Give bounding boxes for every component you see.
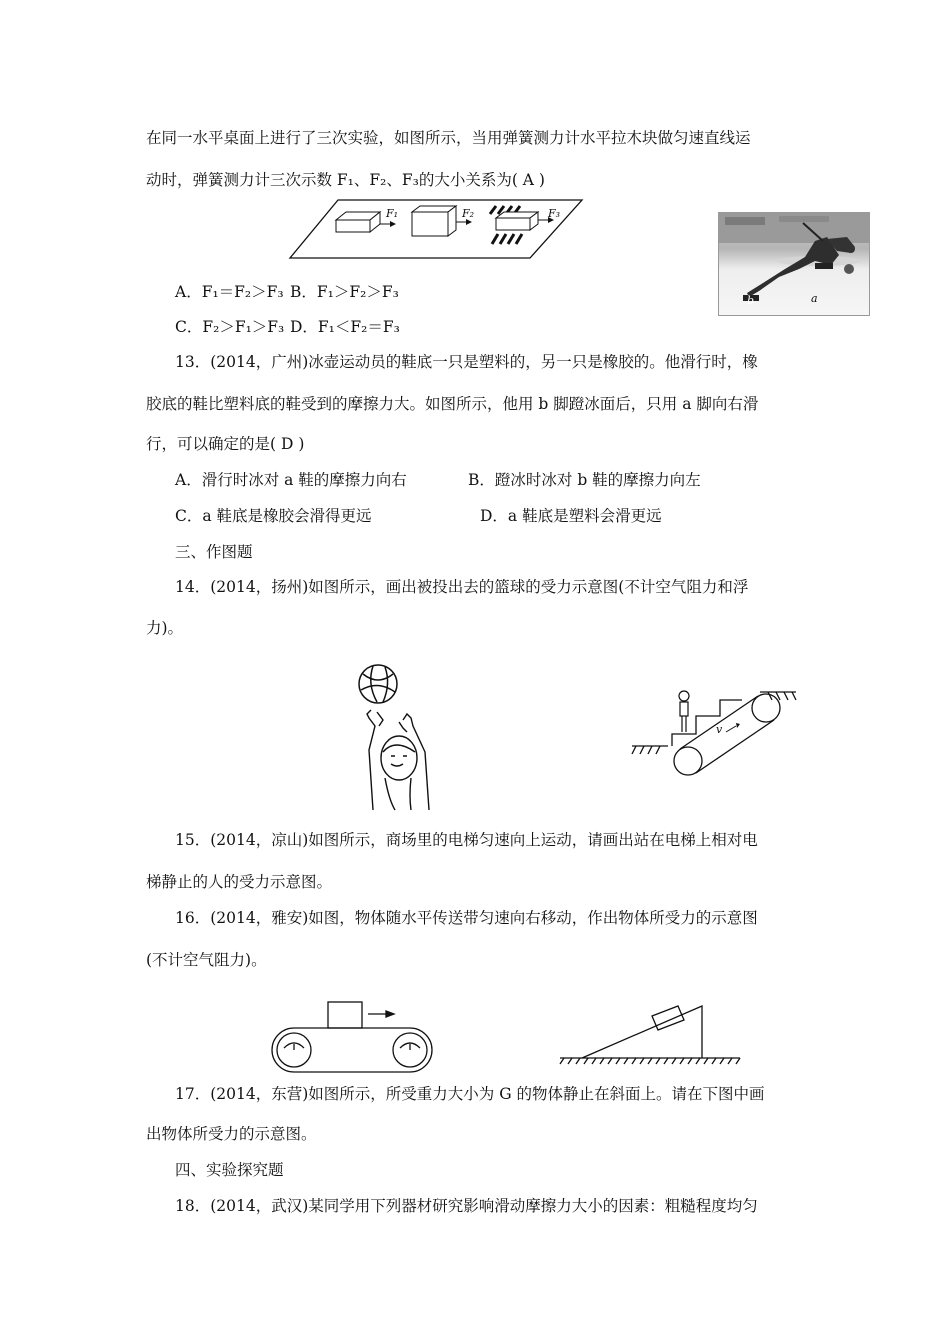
q15-line2: 梯静止的人的受力示意图。	[146, 873, 333, 891]
block-3	[490, 206, 554, 244]
incline-figure	[560, 1000, 740, 1066]
curling-photo	[718, 212, 870, 316]
conveyor-belt-figure	[270, 1000, 436, 1076]
q13-option-b: B．蹬冰时冰对 b 鞋的摩擦力向左	[468, 471, 701, 489]
q18-line1: 18．(2014，武汉)某同学用下列器材研究影响滑动摩擦力大小的因素：粗糙程度均匀	[175, 1197, 758, 1215]
escalator-figure	[632, 686, 796, 778]
q12-option-c: C．F₂＞F₁＞F₃	[175, 318, 285, 336]
q16-line2: (不计空气阻力)。	[146, 951, 267, 969]
q12-option-d: D．F₁＜F₂＝F₃	[290, 318, 400, 336]
q13-option-c: C．a 鞋底是橡胶会滑得更远	[175, 507, 372, 525]
q12-option-b: B．F₁＞F₂＞F₃	[290, 283, 399, 301]
q13-option-a: A．滑行时冰对 a 鞋的摩擦力向右	[175, 471, 407, 489]
q12-table-figure	[290, 198, 590, 262]
q13-line1: 13．(2014，广州)冰壶运动员的鞋底一只是塑料的，另一只是橡胶的。他滑行时，橡	[175, 353, 758, 371]
q12-line2: 动时，弹簧测力计三次示数 F₁、F₂、F₃的大小关系为( A )	[146, 171, 545, 189]
q15-line1: 15．(2014，凉山)如图所示，商场里的电梯匀速向上运动，请画出站在电梯上相对电	[175, 831, 758, 849]
person	[679, 691, 689, 732]
q16-line1: 16．(2014，雅安)如图，物体随水平传送带匀速向右移动，作出物体所受力的示意图	[175, 909, 758, 927]
q13-option-d: D．a 鞋底是塑料会滑更远	[480, 507, 662, 525]
label-f2: F₂	[462, 207, 475, 220]
label-f1: F₁	[386, 207, 399, 220]
q17-line1: 17．(2014，东营)如图所示，所受重力大小为 G 的物体静止在斜面上。请在下图中画	[175, 1085, 765, 1103]
q14-line1: 14．(2014，扬州)如图所示，画出被投出去的篮球的受力示意图(不计空气阻力和浮	[175, 578, 749, 596]
player	[367, 710, 429, 810]
q17-line2: 出物体所受力的示意图。	[146, 1125, 317, 1143]
q14-line2: 力)。	[146, 619, 184, 637]
q12-option-a: A．F₁＝F₂＞F₃	[175, 283, 284, 301]
escalator-label-v: v	[716, 723, 723, 736]
section-4-heading: 四、实验探究题	[175, 1161, 284, 1179]
basketball-figure	[355, 660, 445, 816]
photo-label-a: a	[811, 292, 818, 305]
section-3-heading: 三、作图题	[175, 543, 253, 561]
label-f3: F₃	[548, 207, 561, 220]
basketball	[359, 665, 397, 703]
q13-line2: 胶底的鞋比塑料底的鞋受到的摩擦力大。如图所示，他用 b 脚蹬冰面后，只用 a 脚向右滑	[146, 395, 759, 413]
photo-label-b: b	[747, 294, 755, 307]
q12-line1: 在同一水平桌面上进行了三次实验，如图所示，当用弹簧测力计水平拉木块做匀速直线运	[146, 129, 751, 147]
q13-line3: 行，可以确定的是( D )	[146, 435, 305, 453]
